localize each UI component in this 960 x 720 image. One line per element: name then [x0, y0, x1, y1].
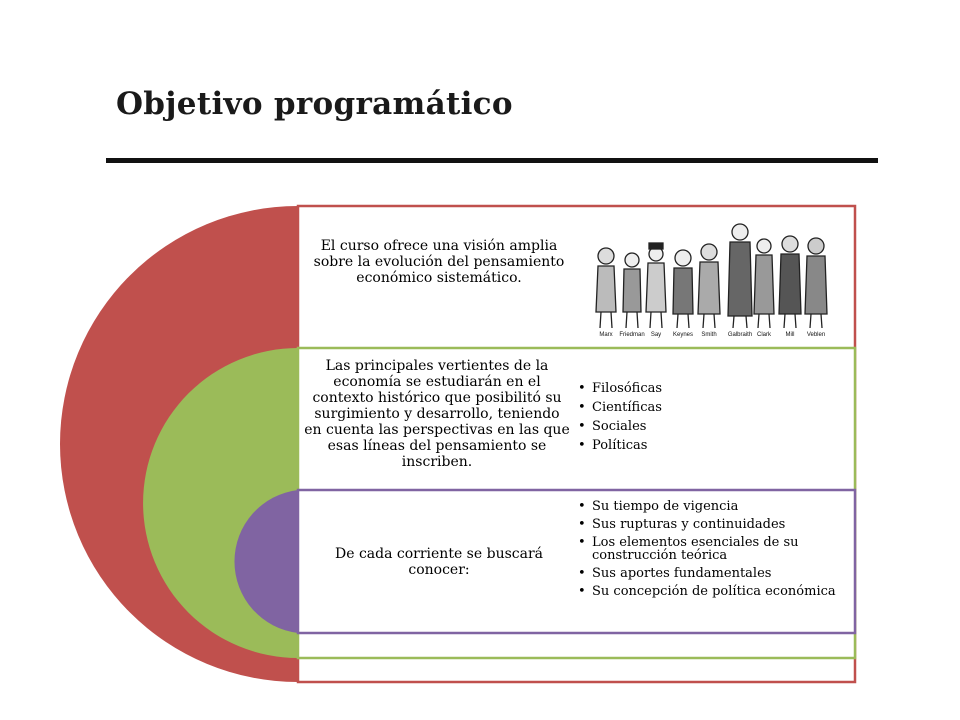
economist-name-label: Say [650, 332, 662, 338]
inner-bullet-item: • Su tiempo de vigencia [578, 500, 848, 513]
economist-name-label: Keynes [672, 332, 694, 338]
inner-bullet-item: • Sus aportes fundamentales [578, 567, 848, 580]
middle-bullet-item: • Científicas [578, 401, 838, 415]
figure-smith [698, 244, 720, 328]
middle-bullet-item: • Sociales [578, 420, 838, 434]
figure-clark [754, 239, 774, 328]
middle-bullet-item: • Filosóficas [578, 382, 838, 396]
figure-mill [779, 236, 801, 328]
figure-say [646, 243, 666, 328]
figure-keynes [673, 250, 693, 328]
inner-level-text: De cada corriente se buscará conocer: [334, 546, 543, 578]
figure-veblen [805, 238, 827, 328]
figure-marx [596, 248, 616, 328]
page-title: Objetivo programático [116, 86, 513, 122]
middle-bullet-item: • Políticas [578, 439, 838, 453]
inner-bullet-list [578, 500, 848, 603]
economist-name-label: Mill [785, 332, 795, 338]
economist-name-label: Veblen [806, 332, 826, 338]
economist-name-label: Galbraith [727, 332, 753, 338]
inner-bullet-item: • Su concepción de política económica [578, 585, 848, 598]
middle-bullet-list [578, 382, 838, 458]
figure-galbraith [728, 224, 752, 328]
economist-name-label: Friedman [619, 332, 645, 338]
economist-name-label: Smith [701, 332, 717, 338]
economist-name-label: Clark [756, 332, 772, 338]
economists-caricature-illustration [592, 216, 844, 338]
inner-bullet-item: • Sus rupturas y continuidades [578, 518, 848, 531]
figure-friedman [623, 253, 641, 328]
economist-name-label: Marx [599, 332, 613, 338]
middle-level-text: Las principales vertientes de la economía se estudiarán en el contexto histórico que posibilitó su surgimiento y desarrollo, teniendo en cuenta las perspectivas en las que esas líneas del pensamiento se inscriben. [304, 358, 570, 470]
inner-bullet-item: • Los elementos esenciales de su construcción teórica [578, 536, 848, 562]
outer-level-text: El curso ofrece una visión amplia sobre la evolución del pensamiento económico sistemático. [313, 238, 565, 286]
